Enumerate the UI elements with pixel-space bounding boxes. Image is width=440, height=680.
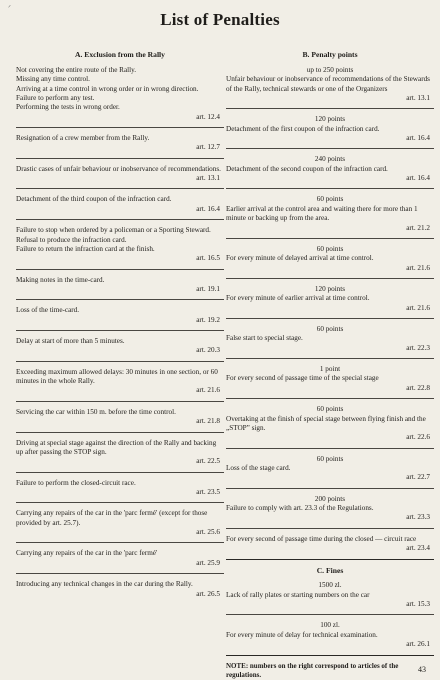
divider (16, 573, 224, 574)
penalty-text: Servicing the car within 150 m. before the time control. (16, 407, 176, 416)
article-reference: art. 23.4 (406, 544, 430, 553)
article-reference: art. 22.8 (406, 383, 430, 392)
penalty-text: Carrying any repairs of the car in the 'parc fermé' (except for those provided by art. 25.7). (16, 509, 208, 527)
penalty-amount: 240 points (314, 155, 346, 164)
penalty-text: Delay at start of more than 5 minutes. (16, 337, 125, 346)
penalty-text: Arriving at a time control in wrong order or in wrong direction. (16, 84, 199, 93)
divider (226, 188, 434, 189)
penalty-text: Failure to return the infraction card at the finish. (16, 244, 155, 253)
penalty-text: False start to special stage. (226, 334, 303, 343)
page-number: 43 (418, 665, 426, 674)
penalty-text: Overtaking at the finish of special stage between flying finish and the „STOP” sign. (226, 414, 426, 432)
penalty-text: Carrying any repairs of the car in the 'parc fermé' (16, 549, 158, 558)
divider (226, 148, 434, 149)
section-a-column (16, 48, 224, 599)
article-reference: art. 16.4 (406, 134, 430, 143)
article-reference: art. 21.6 (196, 386, 220, 395)
penalty-text: Unfair behaviour or inobservance of recommendations of the Stewards of the Rally, technical stewards or one of the Organizers (226, 75, 430, 93)
penalty-text: For every minute of earlier arrival at time control. (226, 294, 370, 303)
divider (16, 361, 224, 362)
divider (16, 127, 224, 128)
article-reference: art. 22.3 (406, 343, 430, 352)
penalty-text: For every minute of delayed arrival at time control. (226, 254, 374, 263)
article-reference: art. 16.5 (196, 254, 220, 263)
penalty-text: Driving at special stage against the direction of the Rally and backing up after passing the STOP sign. (16, 438, 217, 456)
penalty-text: Exceeding maximum allowed delays: 30 minutes in one section, or 60 minutes in the whole Rally. (16, 367, 218, 386)
penalty-text: Making notes in the time-card. (16, 275, 105, 284)
divider (226, 398, 434, 399)
penalty-text: Failure to stop when ordered by a policeman or a Sporting Steward. (16, 226, 211, 235)
divider (16, 330, 224, 331)
penalty-text: Earlier arrival at the control area and waiting there for more than 1 minute or backing up from the area. (226, 204, 418, 223)
penalty-amount: 60 points (316, 244, 344, 253)
article-reference: art. 26.5 (196, 589, 220, 598)
penalty-amount: 60 points (316, 405, 344, 414)
penalty-text: Lack of rally plates or starting numbers on the car (226, 590, 370, 599)
article-reference: art. 19.2 (196, 315, 220, 324)
penalty-text: Loss of the time-card. (16, 306, 80, 315)
divider (16, 401, 224, 402)
divider (226, 318, 434, 319)
article-reference: art. 19.1 (196, 284, 220, 293)
article-reference: art. 21.6 (406, 303, 430, 312)
penalty-text: Loss of the stage card. (226, 464, 291, 472)
divider (16, 542, 224, 543)
divider (226, 358, 434, 359)
penalty-amount: 120 points (314, 284, 346, 293)
penalty-text: Failure to comply with art. 23.3 of the Regulations. (226, 504, 374, 513)
article-reference: art. 21.2 (406, 223, 430, 232)
penalty-amount: 120 points (314, 115, 346, 124)
penalty-amount: 1 point (319, 365, 341, 374)
divider (16, 432, 224, 433)
section-b-heading: B. Penalty points (302, 50, 358, 59)
section-divider (226, 655, 434, 656)
penalty-text: For every second of passage time of the special stage (226, 374, 379, 383)
divider (16, 188, 224, 189)
article-reference: art. 21.8 (196, 417, 220, 426)
penalty-amount: 60 points (316, 454, 344, 463)
divider (16, 472, 224, 473)
penalty-text: Resignation of a crew member from the Rally. (16, 134, 150, 143)
penalty-text: Failure to perform any test. (16, 93, 95, 102)
article-reference: art. 13.1 (406, 93, 430, 102)
divider (226, 614, 434, 615)
article-reference: art. 20.3 (196, 346, 220, 355)
article-reference: art. 23.3 (406, 513, 430, 522)
penalty-text: Missing any time control. (16, 75, 90, 84)
penalty-text: Detachment of the second coupon of the infraction card. (226, 164, 388, 173)
article-reference: art. 16.4 (196, 204, 220, 213)
divider (16, 299, 224, 300)
penalty-amount: 100 zl. (320, 621, 340, 630)
penalty-text: Performing the tests in wrong order. (16, 103, 120, 112)
penalty-text: For every second of passage time during the closed — circuit race (226, 534, 417, 543)
penalty-text: Detachment of the third coupon of the infraction card. (16, 195, 172, 204)
article-reference: art. 12.4 (196, 112, 220, 121)
divider (16, 158, 224, 159)
penalty-amount: 60 points (316, 195, 344, 204)
divider (16, 219, 224, 220)
penalty-text: Drastic cases of unfair behaviour or inobservance of recommendations. (16, 164, 221, 173)
article-reference: art. 25.6 (196, 528, 220, 537)
article-reference: art. 22.6 (406, 433, 430, 442)
section-c-heading: C. Fines (316, 565, 344, 575)
penalty-amount: up to 250 points (306, 65, 354, 74)
corner-mark: ᐟ (8, 4, 11, 12)
penalty-amount: 60 points (316, 325, 344, 334)
article-reference: art. 16.4 (406, 174, 430, 183)
divider (226, 448, 434, 449)
penalty-text: Detachment of the first coupon of the infraction card. (226, 124, 380, 133)
section-a-heading: A. Exclusion from the Rally (75, 50, 165, 59)
article-reference: art. 26.1 (406, 640, 430, 649)
penalty-text: Not covering the entire route of the Rally. (16, 65, 137, 74)
penalty-text: Refusal to produce the infraction card. (16, 235, 127, 244)
footnote: NOTE: numbers on the right correspond to articles of the regulations. (226, 661, 399, 679)
divider (226, 238, 434, 239)
article-reference: art. 22.5 (196, 457, 220, 466)
divider (16, 269, 224, 270)
article-reference: art. 25.9 (196, 558, 220, 567)
penalty-text: Failure to perform the closed-circuit race. (16, 478, 136, 487)
divider (16, 502, 224, 503)
section-divider (226, 559, 434, 560)
penalty-amount: 200 points (314, 494, 346, 503)
article-reference: art. 15.3 (406, 600, 430, 609)
penalty-text: Introducing any technical changes in the car during the Rally. (16, 580, 193, 589)
penalty-text: For every minute of delay for technical examination. (226, 630, 378, 639)
divider (226, 108, 434, 109)
article-reference: art. 21.6 (406, 263, 430, 272)
divider (226, 488, 434, 489)
article-reference: art. 13.1 (196, 174, 220, 183)
divider (226, 528, 434, 529)
penalty-amount: 1500 zl. (318, 581, 342, 590)
section-b-column (226, 48, 434, 680)
divider (226, 278, 434, 279)
article-reference: art. 12.7 (196, 143, 220, 152)
article-reference: art. 23.5 (196, 488, 220, 496)
article-reference: art. 22.7 (406, 473, 430, 482)
page-title: List of Penalties (160, 10, 280, 29)
